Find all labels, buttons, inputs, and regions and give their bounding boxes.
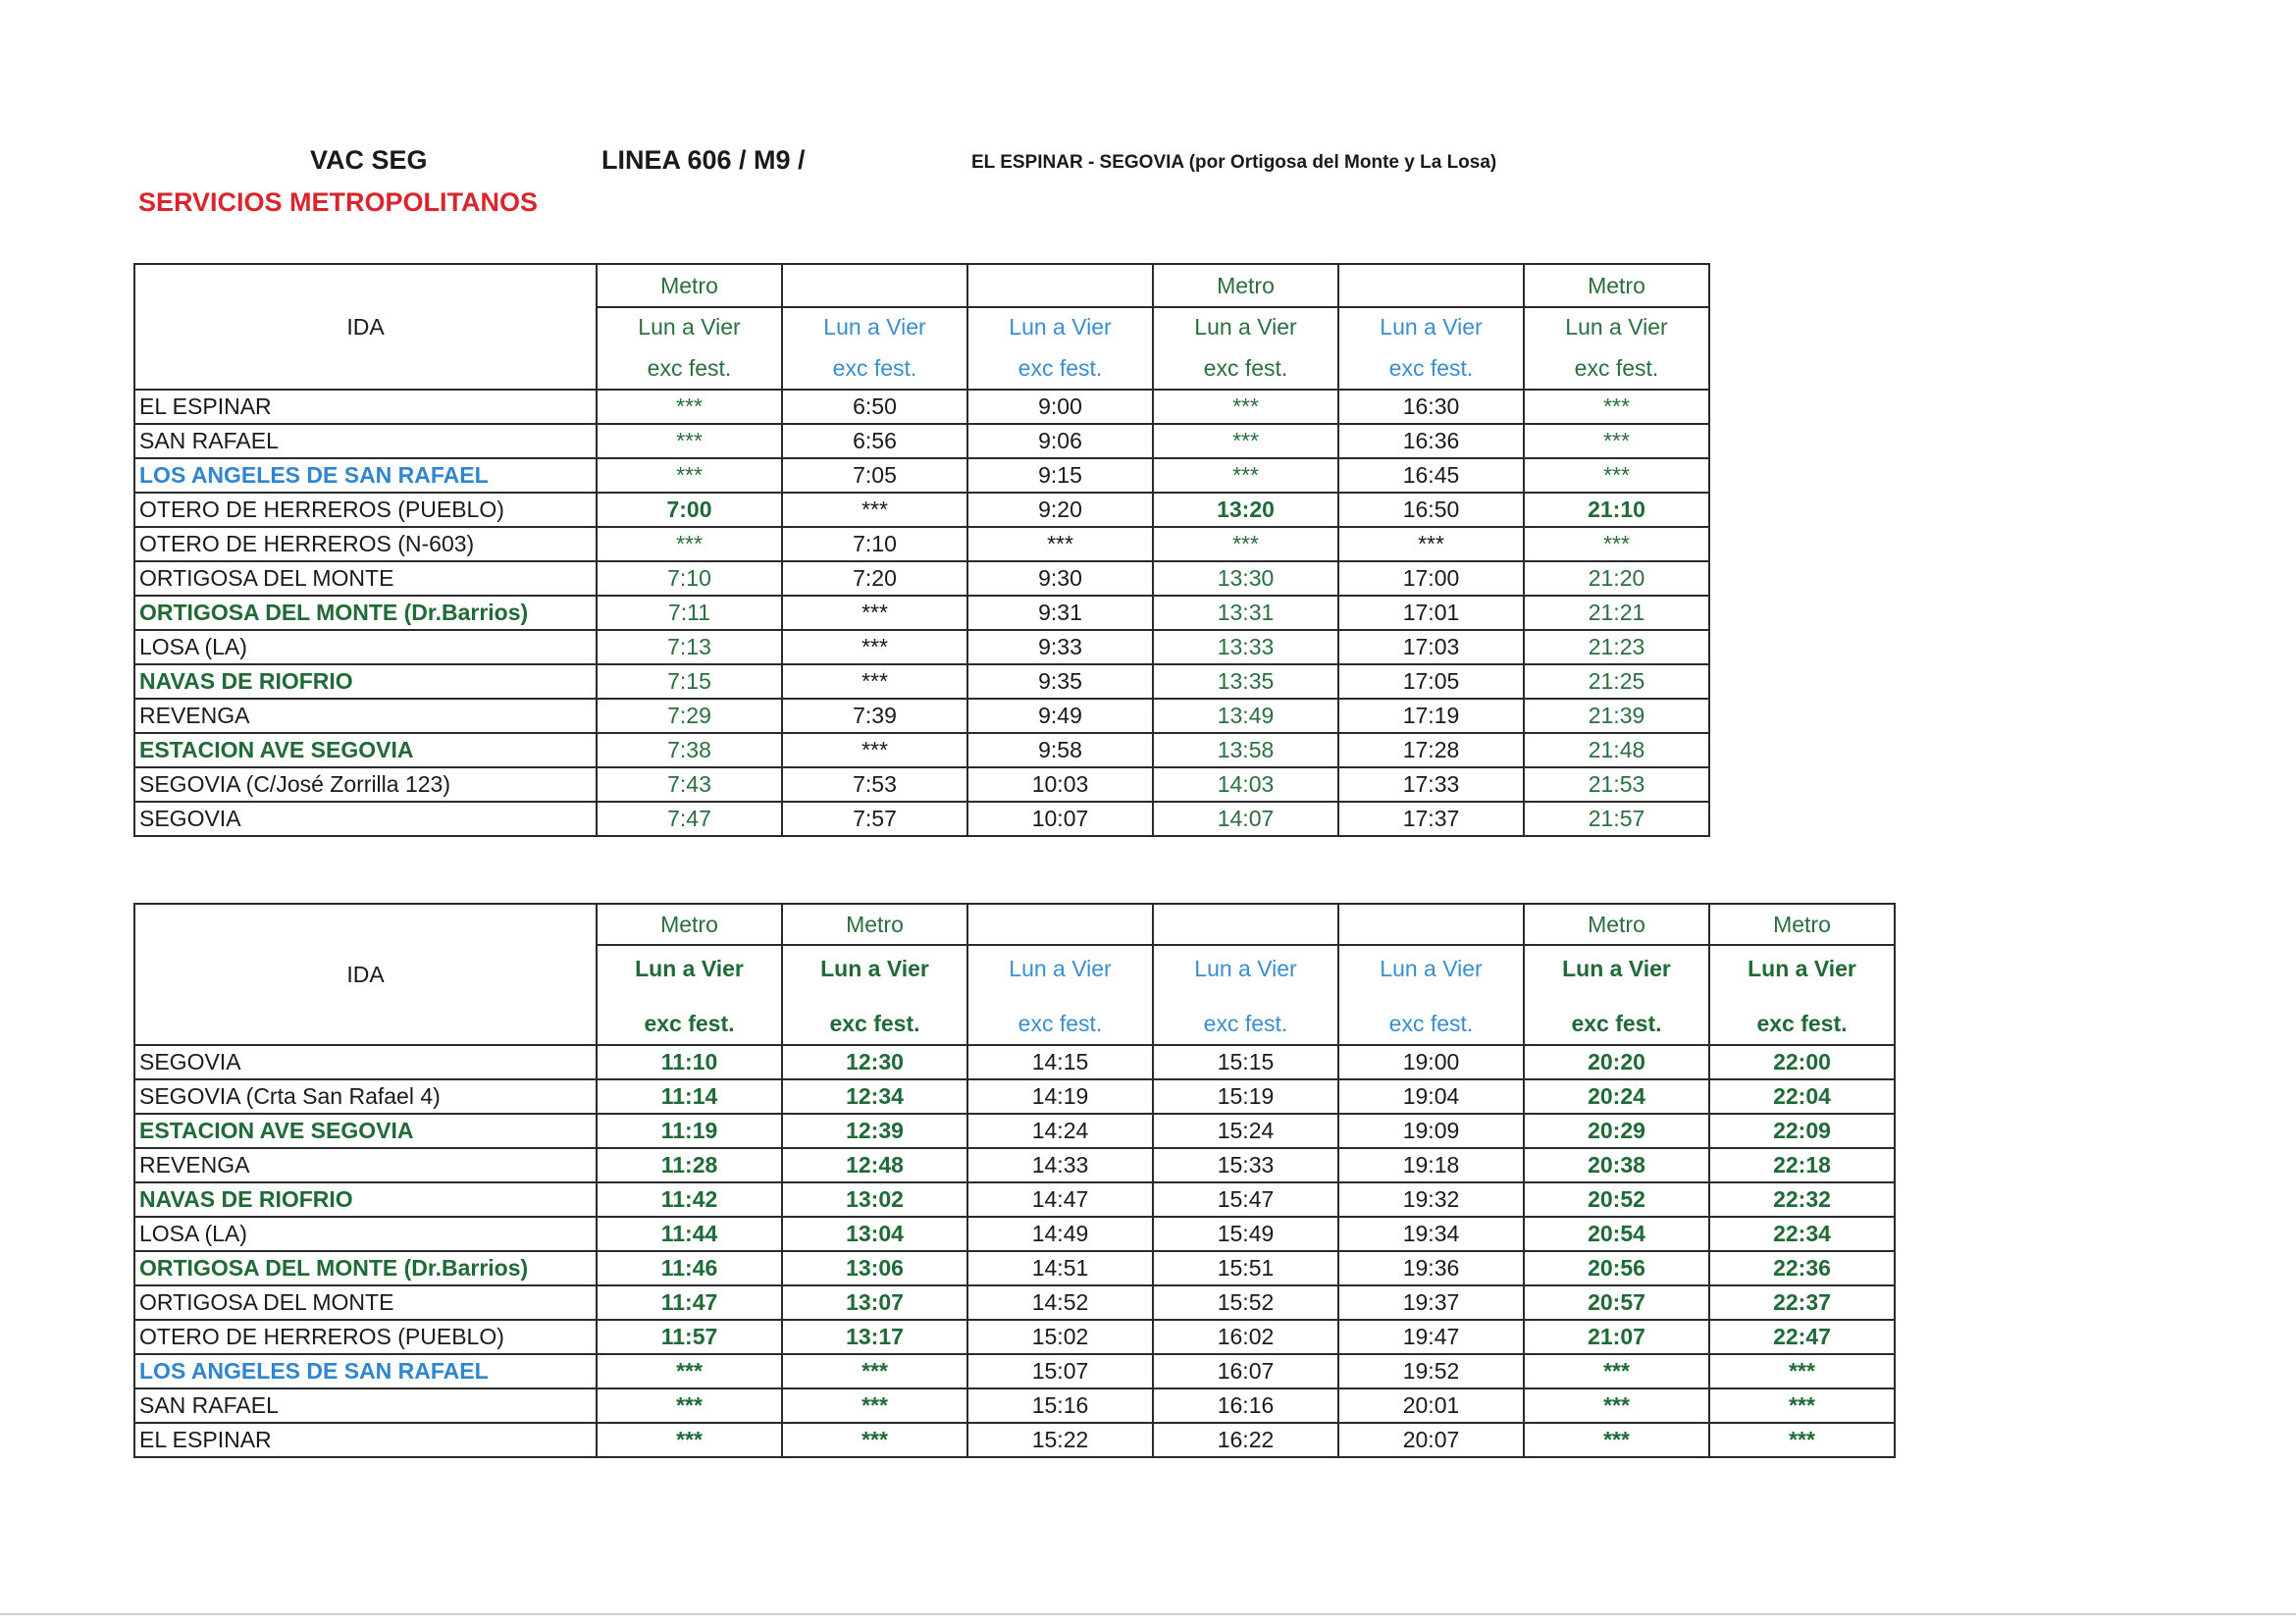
stop-name: SAN RAFAEL (134, 1388, 597, 1423)
service-tag (968, 905, 1152, 944)
time-cell: 21:20 (1524, 561, 1709, 596)
stop-name: ORTIGOSA DEL MONTE (Dr.Barrios) (134, 596, 597, 630)
time-cell: 7:15 (597, 664, 782, 699)
time-cell: 13:06 (782, 1251, 967, 1285)
direction-label: IDA (134, 904, 597, 1045)
line-number: LINEA 606 / M9 / (601, 145, 806, 175)
service-note: exc fest. (1018, 1011, 1103, 1036)
page-bottom-rule (0, 1613, 2296, 1615)
time-cell: 13:33 (1153, 630, 1338, 664)
time-cell: 20:24 (1524, 1079, 1709, 1114)
time-cell: 15:51 (1153, 1251, 1338, 1285)
time-cell: *** (1153, 424, 1338, 458)
time-cell: 17:28 (1338, 733, 1524, 767)
column-header (1338, 904, 1524, 1045)
service-note: exc fest. (1388, 355, 1474, 381)
table-row (134, 1079, 1895, 1114)
time-cell: 9:15 (967, 458, 1153, 493)
time-cell: 22:32 (1709, 1182, 1895, 1217)
time-cell: 15:22 (967, 1423, 1153, 1457)
time-cell: 13:35 (1153, 664, 1338, 699)
time-cell: 10:07 (967, 802, 1153, 836)
time-cell: *** (597, 1423, 782, 1457)
time-cell: 15:16 (967, 1388, 1153, 1423)
stop-name: OTERO DE HERREROS (N-603) (134, 527, 597, 561)
stop-name: REVENGA (134, 699, 597, 733)
service-days: Lun a Vier (820, 956, 929, 981)
time-cell: *** (782, 493, 967, 527)
time-cell: 19:00 (1338, 1045, 1524, 1079)
time-cell: 7:38 (597, 733, 782, 767)
time-cell: 20:56 (1524, 1251, 1709, 1285)
time-cell: 19:04 (1338, 1079, 1524, 1114)
service-days: Lun a Vier (638, 314, 741, 340)
service-days: Lun a Vier (1565, 314, 1668, 340)
table-row (134, 664, 1709, 699)
time-cell: 7:47 (597, 802, 782, 836)
time-cell: 7:39 (782, 699, 967, 733)
time-cell: 16:02 (1153, 1320, 1338, 1354)
direction-label: IDA (134, 264, 597, 390)
column-header (597, 904, 782, 1045)
time-cell: 22:00 (1709, 1045, 1895, 1079)
column-header (597, 264, 782, 390)
time-cell: 20:54 (1524, 1217, 1709, 1251)
time-cell: 9:06 (967, 424, 1153, 458)
service-note: exc fest. (1574, 355, 1659, 381)
time-cell: 11:46 (597, 1251, 782, 1285)
table-row (134, 390, 1709, 424)
table-row (134, 1148, 1895, 1182)
table-row (134, 424, 1709, 458)
time-cell: 19:47 (1338, 1320, 1524, 1354)
time-cell: 14:47 (967, 1182, 1153, 1217)
service-days: Lun a Vier (1562, 956, 1671, 981)
time-cell: 16:16 (1153, 1388, 1338, 1423)
service-note: exc fest. (832, 355, 917, 381)
time-cell: *** (1524, 390, 1709, 424)
time-cell: *** (597, 390, 782, 424)
column-header (1709, 904, 1895, 1045)
column-header (1338, 264, 1524, 390)
time-cell: 7:11 (597, 596, 782, 630)
stop-name: ORTIGOSA DEL MONTE (Dr.Barrios) (134, 1251, 597, 1285)
time-cell: *** (782, 1388, 967, 1423)
time-cell: *** (782, 1423, 967, 1457)
stop-name: ESTACION AVE SEGOVIA (134, 733, 597, 767)
time-cell: 20:07 (1338, 1423, 1524, 1457)
table-row (134, 630, 1709, 664)
service-days: Lun a Vier (1194, 314, 1297, 340)
time-cell: 12:48 (782, 1148, 967, 1182)
time-cell: 6:50 (782, 390, 967, 424)
stop-name: SEGOVIA (134, 802, 597, 836)
time-cell: *** (1153, 527, 1338, 561)
table-row (134, 767, 1709, 802)
header-row (134, 904, 1895, 1045)
service-tag (1154, 905, 1337, 944)
time-cell: 15:52 (1153, 1285, 1338, 1320)
service-tag (783, 265, 966, 306)
time-cell: 22:09 (1709, 1114, 1895, 1148)
stop-name: OTERO DE HERREROS (PUEBLO) (134, 493, 597, 527)
service-note: exc fest. (647, 355, 732, 381)
time-cell: 21:21 (1524, 596, 1709, 630)
time-cell: 19:37 (1338, 1285, 1524, 1320)
service-tag: Metro (660, 912, 718, 937)
column-header (967, 264, 1153, 390)
time-cell: *** (1153, 390, 1338, 424)
time-cell: 14:07 (1153, 802, 1338, 836)
time-cell: 15:19 (1153, 1079, 1338, 1114)
column-header (1153, 264, 1338, 390)
time-cell: 7:13 (597, 630, 782, 664)
time-cell: 9:20 (967, 493, 1153, 527)
time-cell: 13:20 (1153, 493, 1338, 527)
time-cell: *** (1153, 458, 1338, 493)
time-cell: 20:52 (1524, 1182, 1709, 1217)
column-header (967, 904, 1153, 1045)
column-header (782, 904, 967, 1045)
time-cell: 7:29 (597, 699, 782, 733)
time-cell: 21:23 (1524, 630, 1709, 664)
time-cell: 12:39 (782, 1114, 967, 1148)
service-subtitle: SERVICIOS METROPOLITANOS (138, 187, 539, 217)
time-cell: 22:04 (1709, 1079, 1895, 1114)
time-cell: 19:09 (1338, 1114, 1524, 1148)
time-cell: *** (1338, 527, 1524, 561)
time-cell: 19:18 (1338, 1148, 1524, 1182)
time-cell: *** (782, 1354, 967, 1388)
service-tag (1339, 905, 1523, 944)
service-days: Lun a Vier (823, 314, 926, 340)
time-cell: 21:07 (1524, 1320, 1709, 1354)
service-days: Lun a Vier (1380, 956, 1483, 981)
service-days: Lun a Vier (1748, 956, 1856, 981)
time-cell: 17:03 (1338, 630, 1524, 664)
time-cell: 7:43 (597, 767, 782, 802)
stop-name: LOS ANGELES DE SAN RAFAEL (134, 1354, 597, 1388)
service-tag: Metro (1217, 273, 1275, 298)
table-row (134, 1423, 1895, 1457)
time-cell: *** (1524, 1388, 1709, 1423)
time-cell: 19:52 (1338, 1354, 1524, 1388)
service-note: exc fest. (1203, 355, 1288, 381)
time-cell: *** (1524, 458, 1709, 493)
time-cell: 17:05 (1338, 664, 1524, 699)
timetable-outbound (133, 263, 1710, 837)
time-cell: 7:53 (782, 767, 967, 802)
stop-name: LOS ANGELES DE SAN RAFAEL (134, 458, 597, 493)
time-cell: 17:19 (1338, 699, 1524, 733)
time-cell: 13:04 (782, 1217, 967, 1251)
time-cell: *** (1709, 1354, 1895, 1388)
time-cell: *** (597, 1388, 782, 1423)
time-cell: 22:37 (1709, 1285, 1895, 1320)
stop-name: SEGOVIA (134, 1045, 597, 1079)
time-cell: 15:49 (1153, 1217, 1338, 1251)
time-cell: 21:10 (1524, 493, 1709, 527)
time-cell: *** (782, 733, 967, 767)
time-cell: 14:19 (967, 1079, 1153, 1114)
table-row (134, 1114, 1895, 1148)
time-cell: 9:30 (967, 561, 1153, 596)
time-cell: 9:58 (967, 733, 1153, 767)
stop-name: OTERO DE HERREROS (PUEBLO) (134, 1320, 597, 1354)
service-note: exc fest. (1756, 1011, 1848, 1036)
stop-name: REVENGA (134, 1148, 597, 1182)
service-days: Lun a Vier (1380, 314, 1483, 340)
table-row (134, 561, 1709, 596)
time-cell: 20:20 (1524, 1045, 1709, 1079)
service-tag: Metro (1588, 273, 1645, 298)
time-cell: 22:47 (1709, 1320, 1895, 1354)
service-days: Lun a Vier (1009, 314, 1112, 340)
time-cell: 9:00 (967, 390, 1153, 424)
time-cell: 14:15 (967, 1045, 1153, 1079)
time-cell: 21:25 (1524, 664, 1709, 699)
table-row (134, 699, 1709, 733)
time-cell: 10:03 (967, 767, 1153, 802)
service-tag: Metro (1588, 912, 1645, 937)
time-cell: *** (1524, 1354, 1709, 1388)
time-cell: *** (782, 596, 967, 630)
time-cell: 11:42 (597, 1182, 782, 1217)
stop-name: NAVAS DE RIOFRIO (134, 664, 597, 699)
time-cell: 9:31 (967, 596, 1153, 630)
time-cell: 20:57 (1524, 1285, 1709, 1320)
time-cell: 14:03 (1153, 767, 1338, 802)
table-row (134, 1251, 1895, 1285)
time-cell: 19:34 (1338, 1217, 1524, 1251)
time-cell: *** (782, 664, 967, 699)
time-cell: *** (597, 1354, 782, 1388)
stop-name: LOSA (LA) (134, 1217, 597, 1251)
time-cell: *** (597, 458, 782, 493)
time-cell: 19:36 (1338, 1251, 1524, 1285)
stop-name: EL ESPINAR (134, 390, 597, 424)
table-row (134, 1217, 1895, 1251)
timetable-return (133, 903, 1896, 1458)
time-cell: 12:34 (782, 1079, 967, 1114)
time-cell: 7:00 (597, 493, 782, 527)
table-row (134, 527, 1709, 561)
time-cell: *** (1524, 1423, 1709, 1457)
time-cell: 19:32 (1338, 1182, 1524, 1217)
time-cell: 13:31 (1153, 596, 1338, 630)
stop-name: EL ESPINAR (134, 1423, 597, 1457)
time-cell: 14:52 (967, 1285, 1153, 1320)
time-cell: *** (782, 630, 967, 664)
time-cell: 13:07 (782, 1285, 967, 1320)
service-note: exc fest. (1018, 355, 1103, 381)
time-cell: 16:30 (1338, 390, 1524, 424)
time-cell: 16:36 (1338, 424, 1524, 458)
time-cell: 20:29 (1524, 1114, 1709, 1148)
time-cell: 13:58 (1153, 733, 1338, 767)
time-cell: 7:10 (597, 561, 782, 596)
time-cell: 21:39 (1524, 699, 1709, 733)
time-cell: 22:18 (1709, 1148, 1895, 1182)
time-cell: 13:02 (782, 1182, 967, 1217)
time-cell: 11:47 (597, 1285, 782, 1320)
service-tag (1339, 265, 1523, 306)
time-cell: 11:19 (597, 1114, 782, 1148)
time-cell: 21:53 (1524, 767, 1709, 802)
table-row (134, 596, 1709, 630)
table-row (134, 493, 1709, 527)
time-cell: 14:24 (967, 1114, 1153, 1148)
time-cell: *** (967, 527, 1153, 561)
table-row (134, 1285, 1895, 1320)
time-cell: 9:33 (967, 630, 1153, 664)
column-header (1153, 904, 1338, 1045)
route-description: EL ESPINAR - SEGOVIA (por Ortigosa del Monte y La Losa) (971, 152, 1497, 173)
time-cell: 22:36 (1709, 1251, 1895, 1285)
time-cell: *** (1524, 527, 1709, 561)
stop-name: SEGOVIA (C/José Zorrilla 123) (134, 767, 597, 802)
time-cell: 17:00 (1338, 561, 1524, 596)
time-cell: 13:30 (1153, 561, 1338, 596)
time-cell: 12:30 (782, 1045, 967, 1079)
service-tag: Metro (1773, 912, 1831, 937)
service-days: Lun a Vier (1009, 956, 1112, 981)
time-cell: 16:22 (1153, 1423, 1338, 1457)
table-row (134, 458, 1709, 493)
time-cell: 20:01 (1338, 1388, 1524, 1423)
time-cell: 11:10 (597, 1045, 782, 1079)
time-cell: 13:49 (1153, 699, 1338, 733)
service-note: exc fest. (644, 1011, 735, 1036)
time-cell: 21:48 (1524, 733, 1709, 767)
time-cell: 9:49 (967, 699, 1153, 733)
time-cell: 15:07 (967, 1354, 1153, 1388)
time-cell: 6:56 (782, 424, 967, 458)
time-cell: 21:57 (1524, 802, 1709, 836)
time-cell: 16:45 (1338, 458, 1524, 493)
stop-name: SEGOVIA (Crta San Rafael 4) (134, 1079, 597, 1114)
time-cell: *** (1524, 424, 1709, 458)
column-header (1524, 904, 1709, 1045)
time-cell: 7:05 (782, 458, 967, 493)
stop-name: ORTIGOSA DEL MONTE (134, 1285, 597, 1320)
table-row (134, 1388, 1895, 1423)
time-cell: 11:57 (597, 1320, 782, 1354)
time-cell: 17:33 (1338, 767, 1524, 802)
service-tag (968, 265, 1152, 306)
header-row (134, 264, 1709, 390)
column-header (782, 264, 967, 390)
table-row (134, 733, 1709, 767)
column-header (1524, 264, 1709, 390)
table-row (134, 1320, 1895, 1354)
time-cell: 14:49 (967, 1217, 1153, 1251)
time-cell: 11:14 (597, 1079, 782, 1114)
time-cell: 14:51 (967, 1251, 1153, 1285)
time-cell: *** (1709, 1388, 1895, 1423)
time-cell: *** (597, 424, 782, 458)
stop-name: NAVAS DE RIOFRIO (134, 1182, 597, 1217)
time-cell: 17:01 (1338, 596, 1524, 630)
table-row (134, 1045, 1895, 1079)
company-name: VAC SEG (310, 145, 428, 175)
time-cell: 17:37 (1338, 802, 1524, 836)
time-cell: 7:20 (782, 561, 967, 596)
service-days: Lun a Vier (1194, 956, 1297, 981)
time-cell: 22:34 (1709, 1217, 1895, 1251)
stop-name: SAN RAFAEL (134, 424, 597, 458)
time-cell: 16:07 (1153, 1354, 1338, 1388)
time-cell: 15:15 (1153, 1045, 1338, 1079)
time-cell: 14:33 (967, 1148, 1153, 1182)
service-note: exc fest. (1388, 1011, 1474, 1036)
table-row (134, 1182, 1895, 1217)
table-row (134, 802, 1709, 836)
service-note: exc fest. (1203, 1011, 1288, 1036)
table-row (134, 1354, 1895, 1388)
service-tag: Metro (660, 273, 718, 298)
time-cell: 15:33 (1153, 1148, 1338, 1182)
time-cell: 15:24 (1153, 1114, 1338, 1148)
time-cell: 7:10 (782, 527, 967, 561)
stop-name: ESTACION AVE SEGOVIA (134, 1114, 597, 1148)
time-cell: 20:38 (1524, 1148, 1709, 1182)
service-note: exc fest. (1571, 1011, 1662, 1036)
stop-name: LOSA (LA) (134, 630, 597, 664)
service-tag: Metro (846, 912, 904, 937)
stop-name: ORTIGOSA DEL MONTE (134, 561, 597, 596)
time-cell: 11:28 (597, 1148, 782, 1182)
service-days: Lun a Vier (635, 956, 744, 981)
time-cell: 13:17 (782, 1320, 967, 1354)
service-note: exc fest. (829, 1011, 920, 1036)
time-cell: 15:47 (1153, 1182, 1338, 1217)
time-cell: *** (1709, 1423, 1895, 1457)
time-cell: 16:50 (1338, 493, 1524, 527)
time-cell: 9:35 (967, 664, 1153, 699)
time-cell: 11:44 (597, 1217, 782, 1251)
time-cell: 7:57 (782, 802, 967, 836)
time-cell: 15:02 (967, 1320, 1153, 1354)
time-cell: *** (597, 527, 782, 561)
